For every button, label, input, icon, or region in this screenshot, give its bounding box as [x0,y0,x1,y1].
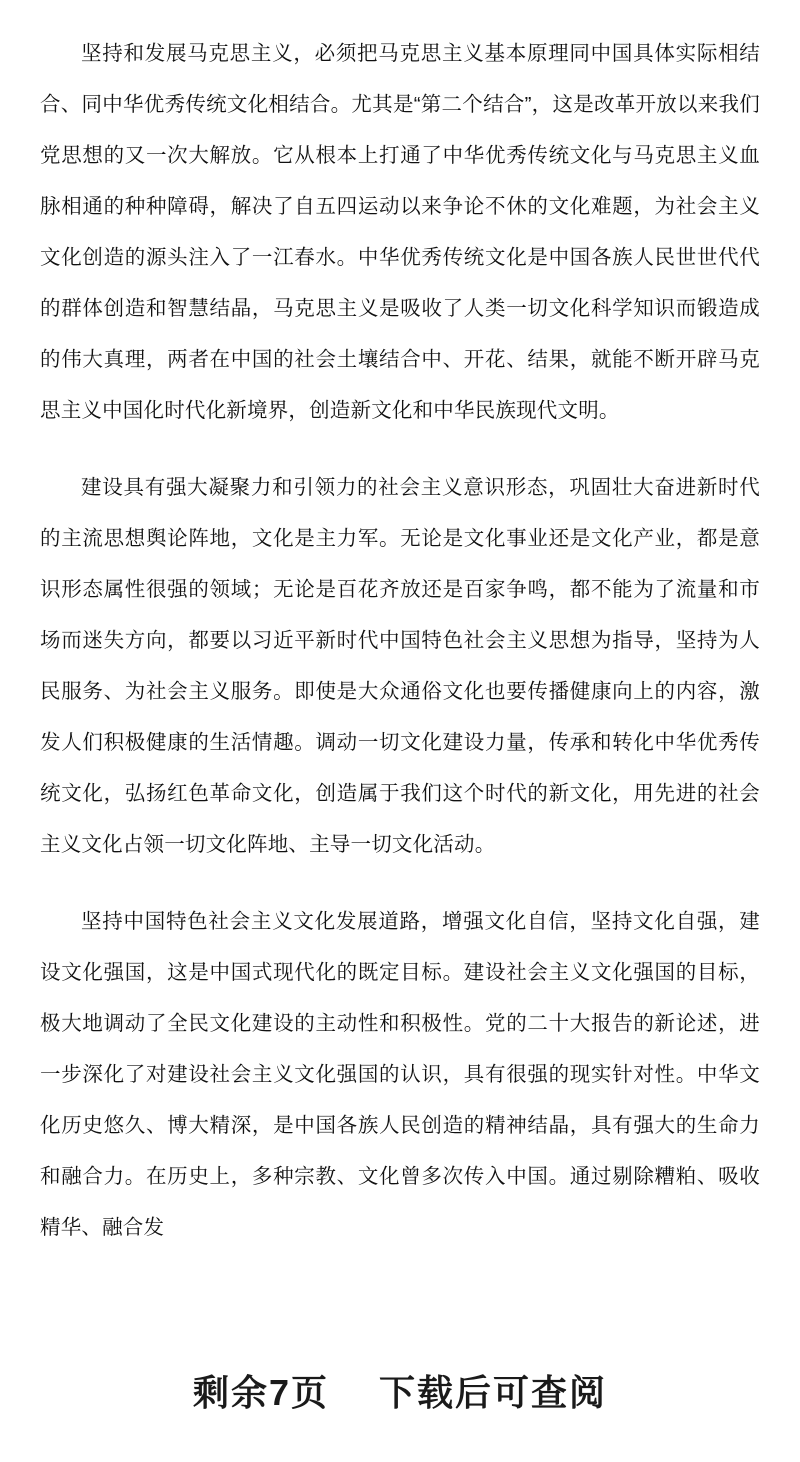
document-body [40,28,760,1253]
remaining-pages-label: 剩余7页 [192,1372,329,1413]
download-hint-label: 下载后可查阅 [379,1372,608,1413]
paragraph-3: 坚持中国特色社会主义文化发展道路，增强文化自信，坚持文化自强，建设文化强国，这是中国式现代化的既定目标。建设社会主义文化强国的目标，极大地调动了全民文化建设的主动性和积极性。党的二十大报告的新论述，进一步深化了对建设社会主义文化强国的认识，具有很强的现实针对性。中华文化历史悠久、博大精深，是中国各族人民创造的精神结晶，具有强大的生命力和融合力。在历史上，多种宗教、文化曾多次传入中国。通过剔除糟粕、吸收精华、融合发 [40,910,760,1239]
download-notice[interactable] [0,1365,800,1416]
paragraph-1: 坚持和发展马克思主义，必须把马克思主义基本原理同中国具体实际相结合、同中华优秀传统文化相结合。尤其是“第二个结合”，这是改革开放以来我们党思想的又一次大解放。它从根本上打通了中华优秀传统文化与马克思主义血脉相通的种种障碍，解决了自五四运动以来争论不休的文化难题，为社会主义文化创造的源头注入了一江春水。中华优秀传统文化是中国各族人民世世代代的群体创造和智慧结晶，马克思主义是吸收了人类一切文化科学知识而锻造成的伟大真理，两者在中国的社会土壤结合中、开花、结果，就能不断开辟马克思主义中国化时代化新境界，创造新文化和中华民族现代文明。 [40,42,760,422]
paragraph-2: 建设具有强大凝聚力和引领力的社会主义意识形态，巩固壮大奋进新时代的主流思想舆论阵地，文化是主力军。无论是文化事业还是文化产业，都是意识形态属性很强的领域；无论是百花齐放还是百家争鸣，都不能为了流量和市场而迷失方向，都要以习近平新时代中国特色社会主义思想为指导，坚持为人民服务、为社会主义服务。即使是大众通俗文化也要传播健康向上的内容，激发人们积极健康的生活情趣。调动一切文化建设力量，传承和转化中华优秀传统文化，弘扬红色革命文化，创造属于我们这个时代的新文化，用先进的社会主义文化占领一切文化阵地、主导一切文化活动。 [40,476,760,856]
